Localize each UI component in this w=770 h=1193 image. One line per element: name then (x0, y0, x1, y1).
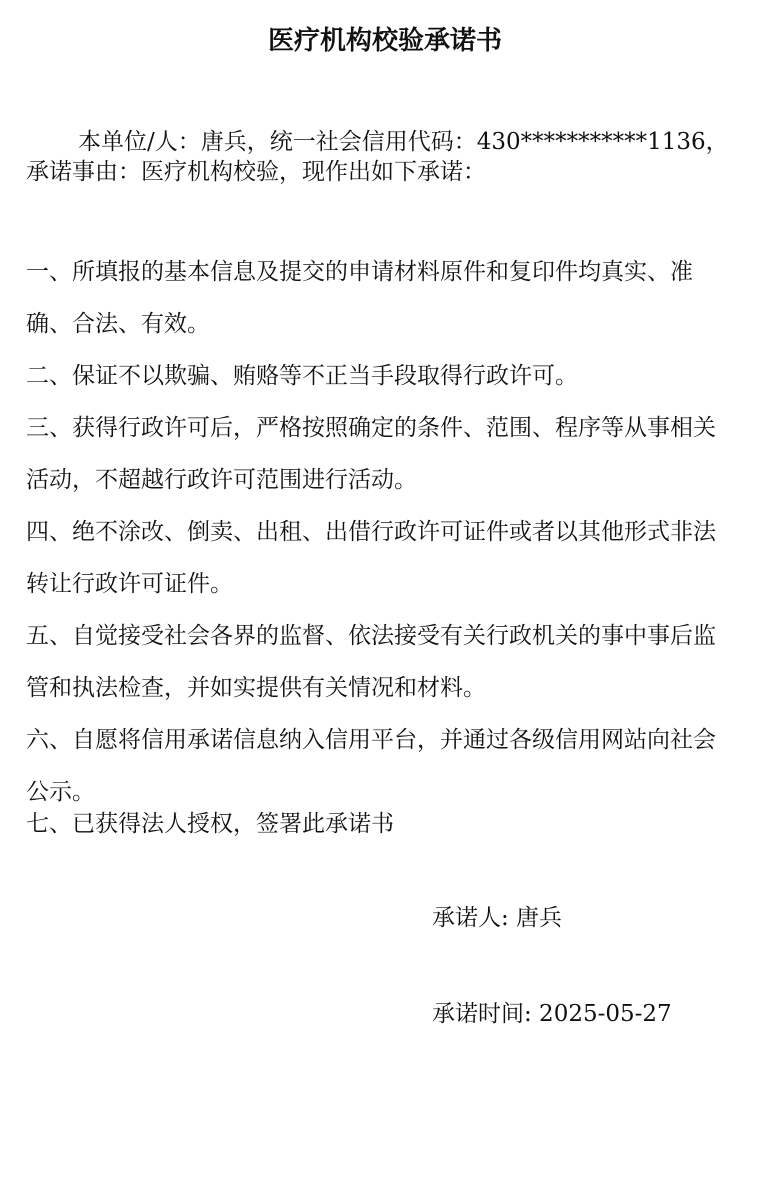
clause-2: 二、保证不以欺骗、贿赂等不正当手段取得行政许可。 (26, 363, 578, 389)
document-title: 医疗机构校验承诺书 (267, 26, 502, 56)
clause-6: 六、自愿将信用承诺信息纳入信用平台，并通过各级信用网站向社会公示。 (26, 727, 716, 805)
clause-5: 五、自觉接受社会各界的监督、依法接受有关行政机关的事中事后监管和执法检查，并如实提供有关情况和材料。 (26, 623, 716, 701)
clause-1: 一、所填报的基本信息及提交的申请材料原件和复印件均真实、准确、合法、有效。 (26, 259, 693, 337)
signatory-line: 承诺人: 唐兵 (432, 905, 563, 931)
clause-7: 七、已获得法人授权，签署此承诺书 (26, 811, 394, 837)
commitment-clauses (26, 246, 732, 850)
intro-paragraph: 本单位/人：唐兵，统一社会信用代码：430***********1136，承诺事由：医疗机构校验，现作出如下承诺： (26, 129, 729, 185)
clause-3: 三、获得行政许可后，严格按照确定的条件、范围、程序等从事相关活动，不超越行政许可范围进行活动。 (26, 415, 716, 493)
clause-4: 四、绝不涂改、倒卖、出租、出借行政许可证件或者以其他形式非法转让行政许可证件。 (26, 519, 716, 597)
sign-date-line: 承诺时间: 2025-05-27 (432, 1001, 672, 1027)
